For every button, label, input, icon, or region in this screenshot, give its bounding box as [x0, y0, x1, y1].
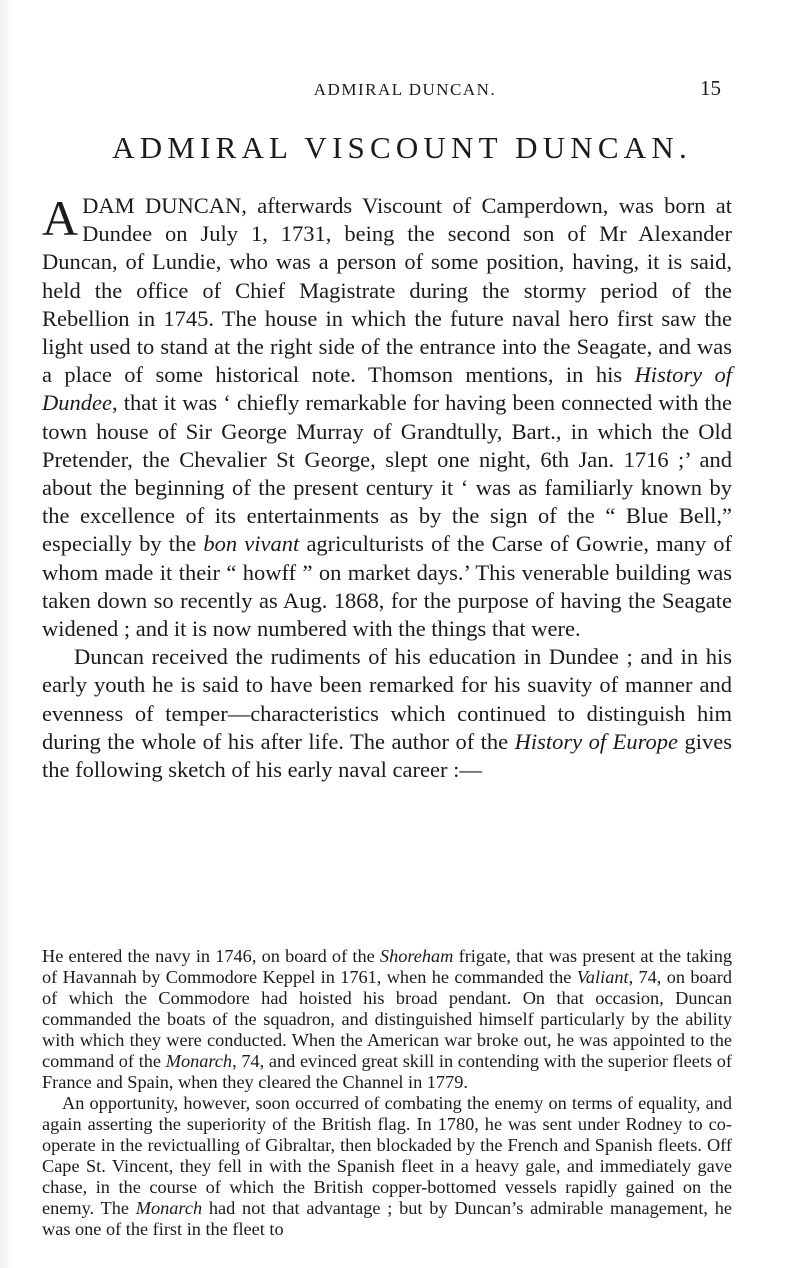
text-run: frigate, that was present at the taking of Havannah by Commodore Keppel in 1761, when he commanded the [42, 946, 733, 987]
quote-paragraph-1 [42, 946, 732, 1093]
text-run: An opportunity, however, soon occurred of combating the enemy on terms of equality, and again asserting the superiority of the British flag. In 1780, he was sent under Rodney to co-operate in the revictualling of Gibraltar, then blockaded by the French and Spanish fleets. Off Cape St. Vincent, they fell in with the Spanish fleet in a heavy gale, and immediately gave chase, in the course of which the British copper-bottomed vessels rapidly gained on the enemy. The [42, 1093, 732, 1218]
block-quote [42, 946, 732, 1240]
page-number: 15 [700, 76, 721, 100]
text-run: , 74, on board of which the Commodore had hoisted his broad pendant. On that occasion, Duncan commanded the boats of the squadron, and distinguished himself particularly by the ability with which they were conducted. When the American war broke out, he was appointed to the command of the [42, 967, 732, 1071]
text-run: DAM DUNCAN, afterwards Viscount of Camperdown, was born at Dundee on July 1, 1731, being the second son of Mr Alexander Duncan, of Lundie, who was a person of some position, having, it is said, held the office of Chief Magistrate during the stormy period of the Rebellion in 1745. The house in which the future naval hero first saw the light used to stand at the right side of the entrance into the Seagate, and was a place of some historical note. Thomson mentions, in his [42, 193, 732, 388]
ship-name: Valiant [576, 967, 629, 987]
body-paragraph-2 [42, 643, 732, 784]
text-run: , 74, and evinced great skill in contending with the superior fleets of France and Spain, when they cleared the Channel in 1779. [42, 1051, 732, 1092]
body-text [42, 192, 732, 784]
italic-title: History of Europe [514, 728, 679, 754]
ship-name: Monarch [135, 1198, 203, 1218]
quote-paragraph-2 [42, 1093, 732, 1240]
body-paragraph-1 [42, 192, 732, 643]
text-run: agriculturists of the Carse of Gowrie, many of whom made it their “ howff ” on market days.’ This venerable building was taken down so recently as Aug. 1868, for the purpose of having the Seagate widened ; and it is now numbered with the things that were. [42, 531, 733, 642]
italic-phrase: bon vivant [203, 531, 300, 557]
text-run: Duncan received the rudiments of his education in Dundee ; and in his early youth he is said to have been remarked for his suavity of manner and evenness of temper—characteristics which continued to distinguish him during the whole of his after life. The author of the [42, 644, 732, 754]
text-run: He entered the navy in 1746, on board of the [42, 946, 380, 966]
ship-name: Shoreham [379, 946, 454, 966]
ship-name: Monarch [165, 1051, 233, 1071]
chapter-title: ADMIRAL VISCOUNT DUNCAN. [112, 130, 692, 165]
running-head: ADMIRAL DUNCAN. [313, 80, 497, 99]
text-run: gives the following sketch of his early naval career :— [42, 728, 732, 783]
text-run: , that it was ‘ chiefly remarkable for having been connected with the town house of Sir George Murray of Grandtully, Bart., in which the Old Pretender, the Chevalier St George, slept one night, 6th Jan. 1716 ;’ and about the beginning of the present century it ‘ was as familiarly known by the excellence of its entertainments as by the sign of the “ Blue Bell,” especially by the [42, 390, 732, 557]
drop-cap: A [42, 190, 79, 246]
text-run: had not that advantage ; but by Duncan’s admirable management, he was one of the first in the fleet to [42, 1198, 733, 1239]
italic-title: History of Dundee [42, 362, 732, 416]
